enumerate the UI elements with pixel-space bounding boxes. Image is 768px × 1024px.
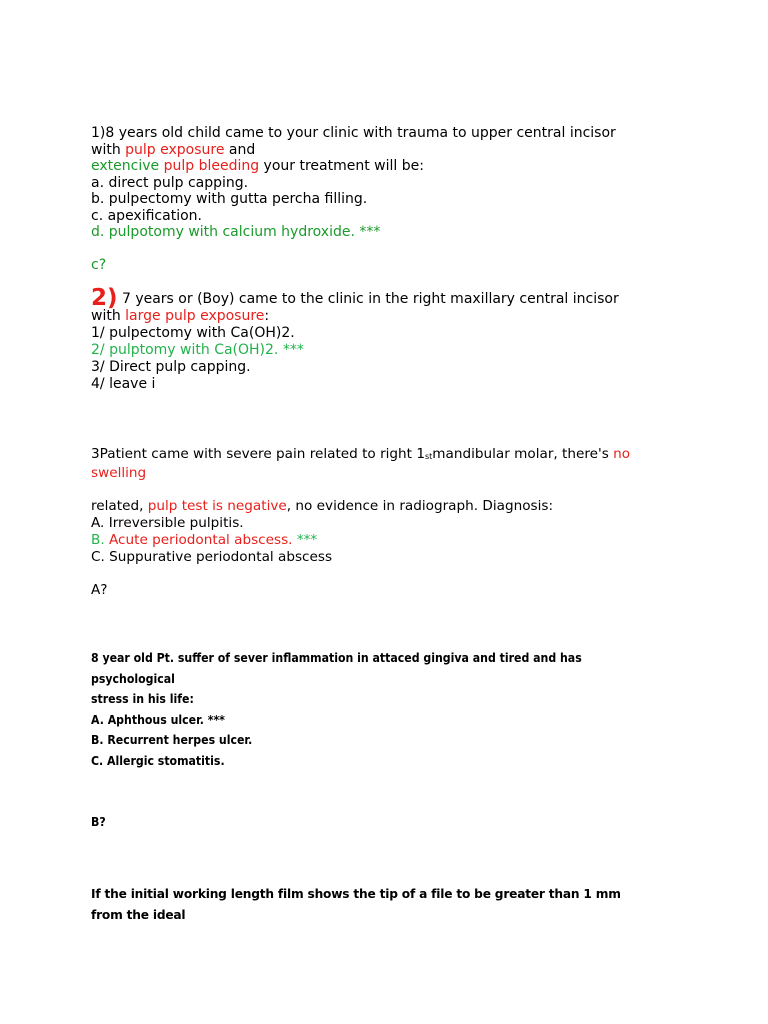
question-4-stem-line-3: stress in his life:: [91, 692, 194, 706]
text: with: [91, 308, 126, 324]
highlight-extencive: extencive: [91, 158, 160, 174]
question-3-option-c: C. Suppurative periodontal abscess: [91, 549, 333, 565]
highlight-pulp-exposure: pulp exposure: [125, 141, 225, 158]
text: your treatment will be:: [259, 158, 424, 174]
spacer: [91, 771, 582, 812]
question-5-stem-line-1: If the initial working length film shows the tip of a file to be greater than 1 mm: [91, 887, 621, 901]
spacer: [91, 566, 630, 582]
highlight-no: no: [613, 446, 631, 462]
highlight-pulp-test-negative: pulp test is negative: [147, 498, 287, 514]
text: 3Patient came with severe pain related to right 1: [91, 446, 425, 462]
question-1-option-a: a. direct pulp capping.: [91, 174, 249, 191]
question-2-option-2: 2/ pulptomy with Ca(OH)2. ***: [91, 342, 304, 358]
question-3: [91, 446, 630, 599]
spacer: [91, 241, 616, 257]
question-3-stem-line-2: swelling: [91, 465, 147, 481]
question-1-option-b: b. pulpectomy with gutta percha filling.: [91, 191, 368, 207]
question-3-stem-line-3: [91, 498, 630, 515]
highlight-pulp-bleeding: pulp bleeding: [163, 158, 260, 174]
question-1-answer: c?: [91, 256, 107, 273]
question-2-stem-line-1: [91, 285, 619, 311]
question-2-stem-line-2: [91, 308, 619, 325]
highlight-abscess: abscess.: [229, 532, 293, 548]
question-5: [91, 884, 621, 926]
superscript: st: [424, 452, 433, 461]
text: with: [91, 141, 126, 158]
question-2-option-4: 4/ leave i: [91, 376, 156, 392]
question-3-stem-line-1: [91, 446, 630, 465]
question-1-option-d: d. pulpotomy with calcium hydroxide. ***: [91, 224, 381, 240]
question-1-stem-line-2: [91, 142, 616, 159]
question-5-stem-line-2: from the ideal: [91, 908, 186, 922]
text: B.: [91, 532, 109, 548]
question-2: [91, 285, 619, 393]
question-4-stem-line-1: 8 year old Pt. suffer of sever inflammation in attaced gingiva and tired and has: [91, 651, 582, 665]
question-3-answer: A?: [91, 582, 108, 598]
question-4-stem-line-2: psychological: [91, 671, 175, 686]
text: and: [224, 141, 256, 158]
question-1: [91, 125, 616, 273]
question-4-answer: B?: [91, 815, 106, 829]
question-4-option-c: C. Allergic stomatitis.: [91, 753, 225, 768]
text: 7 years or (Boy) came to the clinic in the right maxillary central incisor: [117, 291, 619, 307]
text: :: [264, 308, 270, 324]
highlight-acute-periodontal: Acute periodontal: [108, 532, 230, 548]
text: related,: [91, 498, 148, 514]
text: , no evidence in radiograph. Diagnosis:: [286, 498, 554, 514]
question-2-number: 2): [91, 285, 118, 311]
question-1-stem-line-1: 1)8 years old child came to your clinic with trauma to upper central incisor: [91, 125, 616, 141]
question-4-option-a: A. Aphthous ulcer. ***: [91, 712, 225, 727]
question-4: [91, 648, 582, 833]
question-1-stem-line-3: [91, 158, 616, 175]
question-2-option-1: 1/ pulpectomy with Ca(OH)2.: [91, 325, 295, 341]
question-3-option-b: [91, 532, 630, 549]
text: ***: [292, 532, 318, 548]
question-2-option-3: 3/ Direct pulp capping.: [91, 359, 251, 375]
text: mandibular molar, there's: [432, 446, 614, 462]
question-1-option-c: c. apexification.: [91, 207, 202, 224]
question-4-option-b: B. Recurrent herpes ulcer.: [91, 733, 253, 747]
spacer: [91, 482, 630, 498]
highlight-large-pulp-exposure: large pulp exposure: [125, 308, 265, 324]
question-3-option-a: A. Irreversible pulpitis.: [91, 515, 244, 531]
